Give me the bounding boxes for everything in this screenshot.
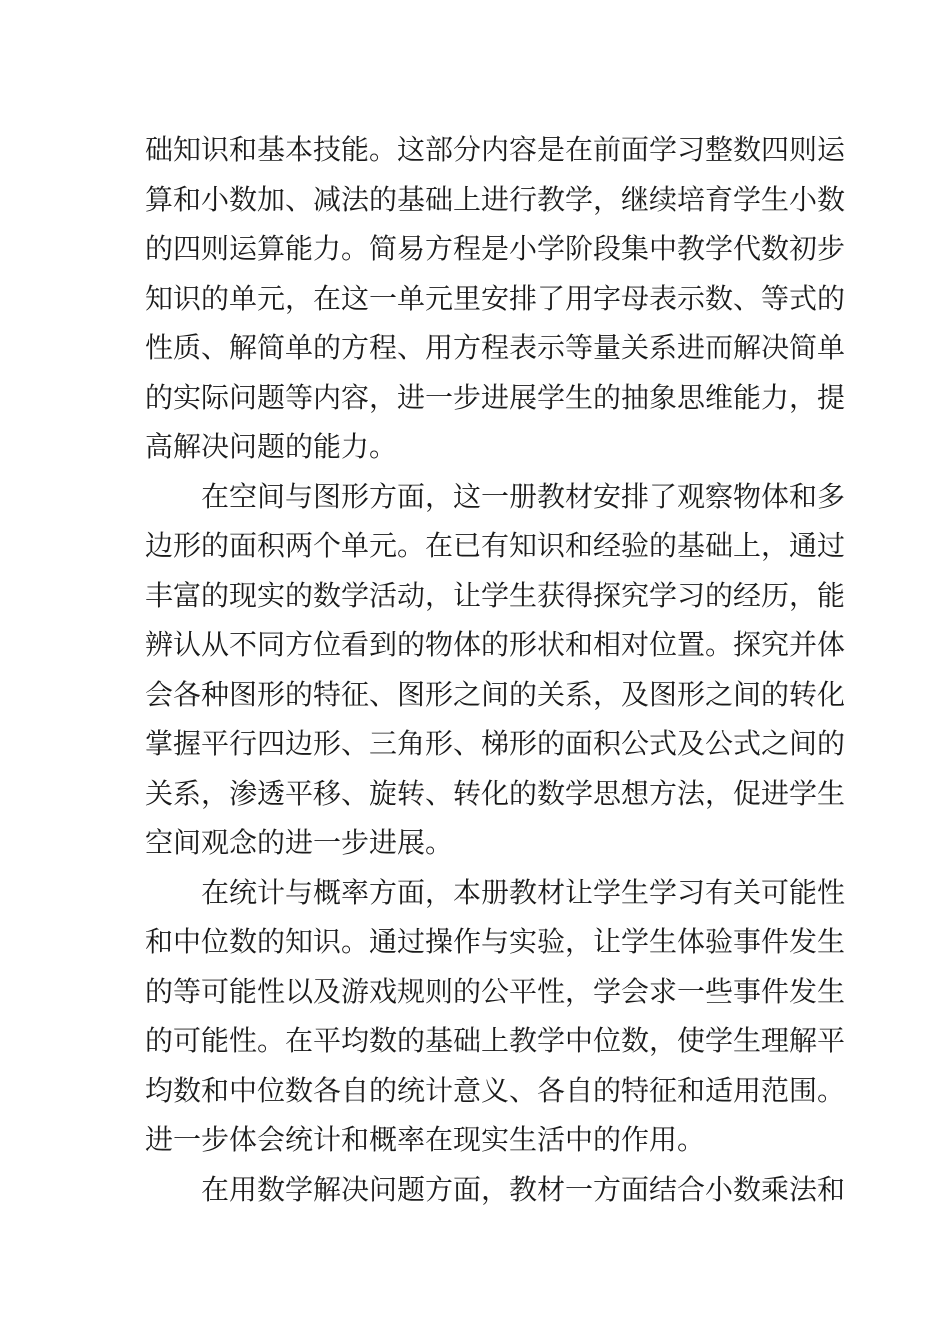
text-line: 高解决问题的能力。 bbox=[145, 430, 398, 463]
text-line: 掌握平行四边形、三角形、梯形的面积公式及公式之间的 bbox=[145, 727, 846, 760]
text-line: 和中位数的知识。通过操作与实验，让学生体验事件发生 bbox=[145, 925, 846, 958]
text-line: 丰富的现实的数学活动，让学生获得探究学习的经历，能 bbox=[145, 578, 846, 612]
text-line: 会各种图形的特征、图形之间的关系，及图形之间的转化 bbox=[145, 677, 846, 711]
text-line: 知识的单元，在这一单元里安排了用字母表示数、等式的 bbox=[145, 281, 846, 315]
text-line: 进一步体会统计和概率在现实生活中的作用。 bbox=[145, 1123, 706, 1156]
text-line: 的实际问题等内容，进一步进展学生的抽象思维能力，提 bbox=[145, 380, 846, 414]
text-line: 空间观念的进一步进展。 bbox=[145, 826, 454, 859]
text-line: 性质、解简单的方程、用方程表示等量关系进而解决简单 bbox=[145, 331, 846, 364]
paragraph-space-and-shape bbox=[145, 472, 846, 868]
text-line: 的四则运算能力。简易方程是小学阶段集中教学代数初步 bbox=[145, 232, 846, 265]
paragraph-continuation bbox=[145, 125, 846, 472]
document-page bbox=[145, 125, 846, 1214]
text-line: 在空间与图形方面，这一册教材安排了观察物体和多 bbox=[201, 479, 846, 513]
text-line: 的等可能性以及游戏规则的公平性，学会求一些事件发生 bbox=[145, 974, 846, 1008]
text-line: 础知识和基本技能。这部分内容是在前面学习整数四则运 bbox=[145, 133, 846, 166]
text-line: 边形的面积两个单元。在已有知识和经验的基础上，通过 bbox=[145, 529, 846, 562]
paragraph-statistics-and-probability bbox=[145, 868, 846, 1165]
text-line: 关系，渗透平移、旋转、转化的数学思想方法，促进学生 bbox=[145, 776, 846, 810]
text-line: 辨认从不同方位看到的物体的形状和相对位置。探究并体 bbox=[145, 628, 846, 661]
text-line: 的可能性。在平均数的基础上教学中位数，使学生理解平 bbox=[145, 1024, 846, 1057]
text-line: 在用数学解决问题方面，教材一方面结合小数乘法和 bbox=[201, 1172, 846, 1206]
text-line: 均数和中位数各自的统计意义、各自的特征和适用范围。 bbox=[145, 1073, 846, 1107]
text-line: 在统计与概率方面，本册教材让学生学习有关可能性 bbox=[201, 875, 846, 909]
text-line: 算和小数加、减法的基础上进行教学，继续培育学生小数 bbox=[145, 182, 846, 216]
paragraph-problem-solving bbox=[145, 1165, 846, 1215]
